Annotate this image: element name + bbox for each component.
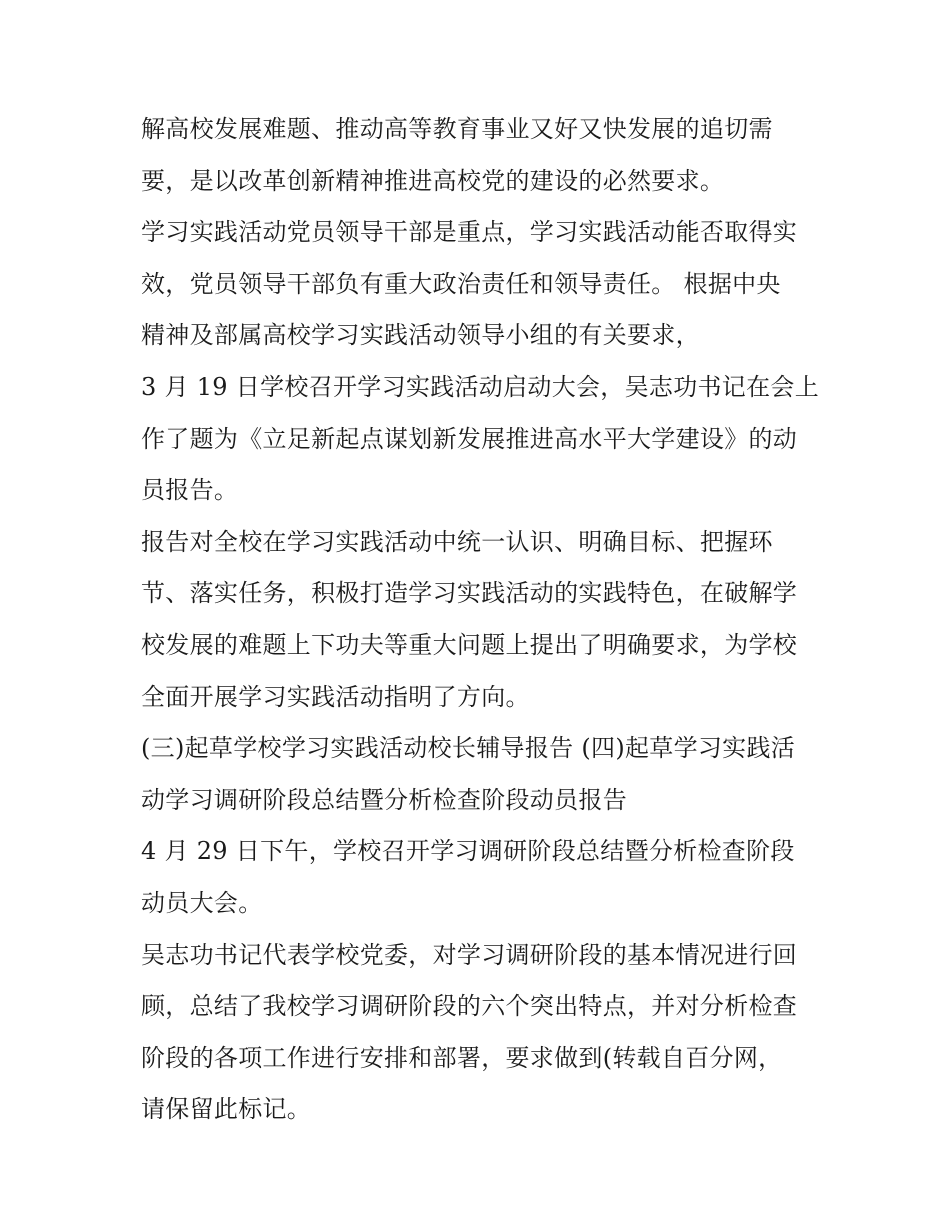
document-body <box>141 104 821 1136</box>
text-line: 3 月 19 日学校召开学习实践活动启动大会，吴志功书记在会上 <box>141 372 819 401</box>
text-line: 报告对全校在学习实践活动中统一认识、明确目标、把握环 <box>141 527 773 556</box>
paragraph-1 <box>141 104 821 207</box>
text-line: 节、落实任务，积极打造学习实践活动的实践特色，在破解学 <box>141 579 798 608</box>
text-line: 效，党员领导干部负有重大政治责任和领导责任。 根据中央 <box>141 269 781 298</box>
text-line: 校发展的难题上下功夫等重大问题上提出了明确要求，为学校 <box>141 630 798 659</box>
text-line: 动员大会。 <box>141 888 263 917</box>
paragraph-4 <box>141 517 821 723</box>
text-line: 动学习调研阶段总结暨分析检查阶段动员报告 <box>141 785 627 814</box>
text-line: 学习实践活动党员领导干部是重点，学习实践活动能否取得实 <box>141 218 798 247</box>
text-line: 请保留此标记。 <box>141 1095 312 1124</box>
text-line: 全面开展学习实践活动指明了方向。 <box>141 682 530 711</box>
text-line: 吴志功书记代表学校党委，对学习调研阶段的基本情况进行回 <box>141 940 798 969</box>
text-line: 4 月 29 日下午，学校召开学习调研阶段总结暨分析检查阶段 <box>141 837 795 866</box>
text-line: (三)起草学校学习实践活动校长辅导报告 (四)起草学习实践活 <box>141 734 796 763</box>
text-line: 员报告。 <box>141 476 239 505</box>
text-line: 精神及部属高校学习实践活动领导小组的有关要求， <box>141 321 700 350</box>
text-line: 要，是以改革创新精神推进高校党的建设的必然要求。 <box>141 166 725 195</box>
text-line: 阶段的各项工作进行安排和部署，要求做到(转载自百分网， <box>141 1043 783 1072</box>
text-line: 作了题为《立足新起点谋划新发展推进高水平大学建设》的动 <box>141 424 798 453</box>
paragraph-3 <box>141 362 821 517</box>
text-line: 顾，总结了我校学习调研阶段的六个突出特点，并对分析检查 <box>141 992 798 1021</box>
paragraph-2 <box>141 207 821 362</box>
paragraph-5 <box>141 723 821 826</box>
paragraph-7 <box>141 930 821 1136</box>
text-line: 解高校发展难题、推动高等教育事业又好又快发展的追切需 <box>141 115 773 143</box>
paragraph-6 <box>141 826 821 929</box>
